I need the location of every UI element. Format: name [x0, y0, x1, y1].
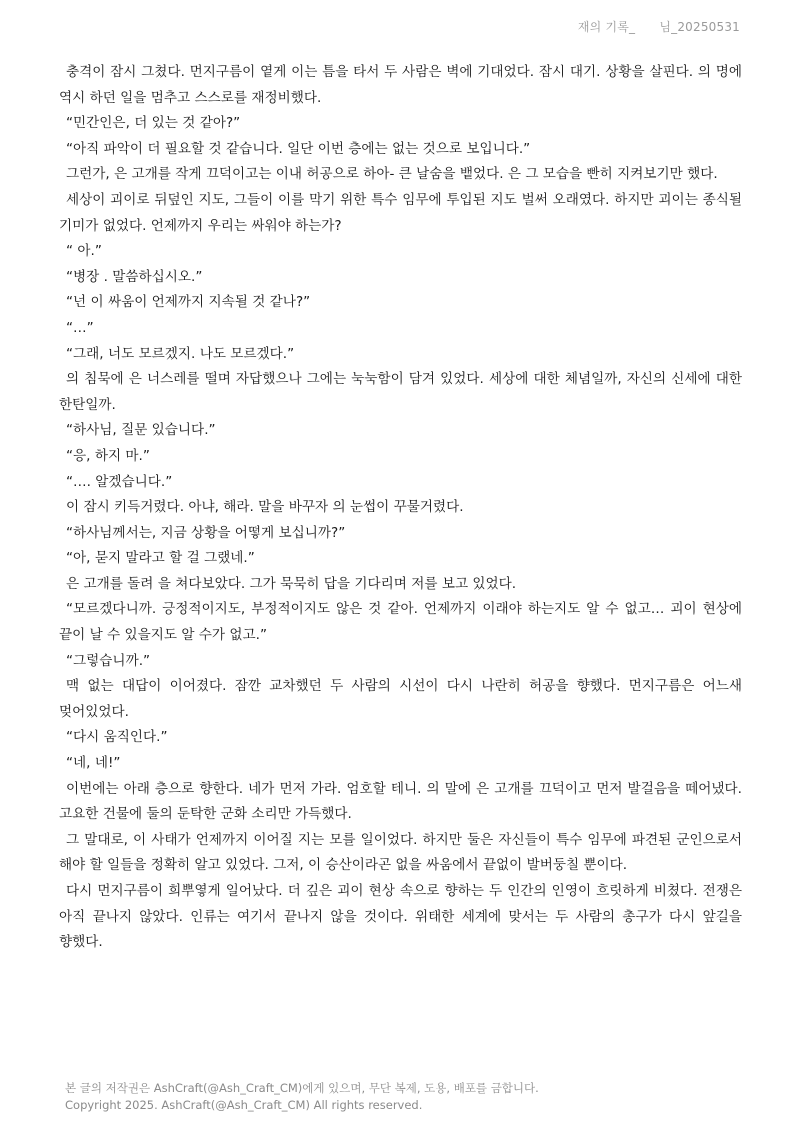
- copyright-notice-korean: 본 글의 저작권은 AshCraft(@Ash_Craft_CM)에게 있으며, 무단 복제, 도용, 배포를 금합니다.: [65, 1081, 539, 1095]
- paragraph: “…”: [66, 319, 94, 336]
- paragraph: “그래, 너도 모르겠지. 나도 모르겠다.”: [66, 345, 295, 362]
- paragraph: 맥 없는 대답이 이어졌다. 잠깐 교차했던 두 사람의 시선이 다시 나란히 허공을 향했다. 먼지구름은 어느새 멎어있었다.: [59, 678, 742, 720]
- paragraph: 그런가, 은 고개를 작게 끄덕이고는 이내 허공으로 하아- 큰 날숨을 뱉었다. 은 그 모습을 빤히 지켜보기만 했다.: [66, 166, 718, 183]
- paragraph: “다시 움직인다.”: [66, 729, 168, 746]
- paragraph: 의 침묵에 은 너스레를 떨며 자답했으나 그에는 눅눅함이 담겨 있었다. 세상에 대한 체념일까, 자신의 신세에 대한 한탄일까.: [59, 371, 742, 413]
- paragraph: “하사님께서는, 지금 상황을 어떻게 보십니까?”: [66, 524, 346, 541]
- paragraph: “응, 하지 마.”: [66, 447, 150, 464]
- paragraph: “병장 . 말씀하십시오.”: [66, 268, 203, 285]
- copyright-notice-english: Copyright 2025. AshCraft(@Ash_Craft_CM) All rights reserved.: [65, 1098, 423, 1112]
- paragraph: 이 잠시 키득거렸다. 아냐, 해라. 말을 바꾸자 의 눈썹이 꾸물거렸다.: [66, 499, 464, 516]
- copyright-footer: [65, 1080, 539, 1114]
- document-header: 재의 기록_ 님_20250531: [577, 20, 740, 34]
- paragraph: 그 말대로, 이 사태가 언제까지 이어질 지는 모를 일이었다. 하지만 둘은 자신들이 특수 임무에 파견된 군인으로서 해야 할 일들을 정확히 알고 있었다. 그저, 이 승산이라곤 없을 싸움에서 끝없이 발버둥칠 뿐이다.: [59, 831, 742, 874]
- paragraph: “…. 알겠습니다.”: [66, 473, 173, 490]
- paragraph: “아, 묻지 말라고 할 걸 그랬네.”: [66, 550, 255, 567]
- paragraph: 다시 먼지구름이 희뿌옇게 일어났다. 더 깊은 괴이 현상 속으로 향하는 두 인간의 인영이 흐릿하게 비쳤다. 전쟁은 아직 끝나지 않았다. 인류는 여기서 끝나지 않을 것이다. 위태한 세계에 맞서는 두 사람의 총구가 다시 앞길을 향했다.: [59, 883, 742, 951]
- paragraph: 이번에는 아래 층으로 향한다. 네가 먼저 가라. 엄호할 테니. 의 말에 은 고개를 끄덕이고 먼저 발걸음을 떼어냈다. 고요한 건물에 둘의 둔탁한 군화 소리만 가득했다.: [59, 780, 742, 823]
- paragraph: “넌 이 싸움이 언제까지 지속될 것 같나?”: [66, 294, 311, 311]
- paragraph: “ 아.”: [66, 243, 102, 260]
- paragraph: 세상이 괴이로 뒤덮인 지도, 그들이 이를 막기 위한 특수 임무에 투입된 지도 벌써 오래였다. 하지만 괴이는 종식될 기미가 없었다. 언제까지 우리는 싸워야 하는가?: [59, 191, 742, 234]
- paragraph: 은 고개를 돌려 을 쳐다보았다. 그가 묵묵히 답을 기다리며 저를 보고 있었다.: [66, 575, 517, 592]
- paragraph: “모르겠다니까. 긍정적이지도, 부정적이지도 않은 것 같아. 언제까지 이래야 하는지도 알 수 없고… 괴이 현상에 끝이 날 수 있을지도 알 수가 없고.”: [59, 601, 742, 644]
- paragraph: 충격이 잠시 그쳤다. 먼지구름이 옅게 이는 틈을 타서 두 사람은 벽에 기대었다. 잠시 대기. 상황을 살핀다. 의 명에 역시 하던 일을 멈추고 스스로를 재정비했다.: [59, 64, 742, 106]
- paragraph: “하사님, 질문 있습니다.”: [66, 422, 216, 439]
- story-body: [59, 60, 742, 956]
- paragraph: “그렇습니까.”: [66, 652, 151, 669]
- paragraph: “네, 네!”: [66, 755, 121, 772]
- paragraph: “민간인은, 더 있는 것 같아?”: [66, 115, 241, 132]
- paragraph: “아직 파악이 더 필요할 것 같습니다. 일단 이번 층에는 없는 것으로 보입니다.”: [66, 140, 531, 157]
